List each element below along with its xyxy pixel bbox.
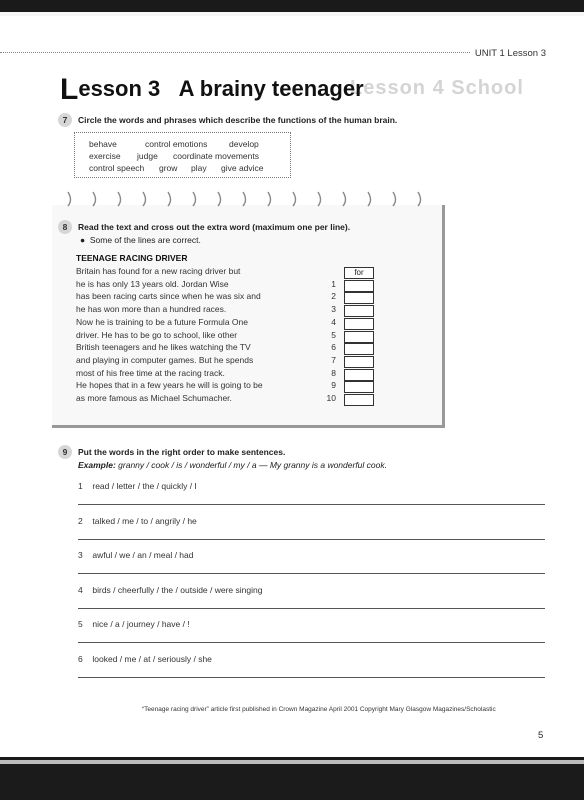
bottom-scan-strip xyxy=(0,760,584,764)
answer-box[interactable] xyxy=(344,280,374,292)
bullet-icon: ● xyxy=(80,235,90,245)
story-line: he has won more than a hundred races. xyxy=(76,304,227,315)
exercise-8-instruction: Read the text and cross out the extra word (maximum one per line). xyxy=(78,222,351,232)
word-option[interactable]: behave xyxy=(89,139,117,149)
exercise-8-note xyxy=(80,235,201,245)
answer-box[interactable] xyxy=(344,343,374,355)
word-option[interactable]: develop xyxy=(229,139,259,149)
line-number: 9 xyxy=(331,380,336,391)
word-option[interactable]: control emotions xyxy=(145,139,208,149)
line-number: 4 xyxy=(331,316,336,327)
sentence-item xyxy=(78,585,262,595)
word-option[interactable]: coordinate movements xyxy=(173,151,259,161)
answer-box[interactable]: for xyxy=(344,267,374,279)
exercise-8-note-text: Some of the lines are correct. xyxy=(89,235,201,245)
sentence-words: awful / we / an / meal / had xyxy=(92,550,194,560)
sentence-item xyxy=(78,654,212,664)
answer-write-line[interactable] xyxy=(78,642,545,643)
sentence-words: looked / me / at / seriously / she xyxy=(92,653,212,664)
story-line: as more famous as Michael Schumacher. xyxy=(76,393,232,403)
word-option[interactable]: give advice xyxy=(221,163,264,173)
answer-box[interactable] xyxy=(344,331,374,343)
lesson-title xyxy=(60,73,364,107)
word-option[interactable]: grow xyxy=(159,163,178,173)
sentence-item xyxy=(78,619,190,629)
sentence-number: 5 xyxy=(78,619,83,629)
word-row-1 xyxy=(89,139,259,149)
sentence-number: 4 xyxy=(78,584,83,595)
sentence-item xyxy=(78,481,197,491)
answer-write-line[interactable] xyxy=(78,608,545,609)
exercise-9-instruction: Put the words in the right order to make sentences. xyxy=(78,447,286,457)
answer-box[interactable] xyxy=(344,305,374,317)
story-line: He hopes that in a few years he will is going to be xyxy=(76,380,263,391)
line-number: 7 xyxy=(331,354,336,365)
spiral-binding-icon xyxy=(60,188,440,208)
sentence-words: read / letter / the / quickly / I xyxy=(92,481,197,491)
answer-box[interactable] xyxy=(344,369,374,381)
answer-box[interactable] xyxy=(344,394,374,406)
lesson-title-initial: L xyxy=(60,73,79,106)
word-option[interactable]: control speech xyxy=(89,163,145,173)
sentence-item xyxy=(78,516,197,526)
word-row-3 xyxy=(89,163,264,173)
example-prompt: granny / cook / is / wonderful / my / a — xyxy=(115,460,270,470)
lesson-title-number: esson 3 xyxy=(78,76,161,101)
word-option[interactable]: exercise xyxy=(89,151,121,161)
sentence-number: 3 xyxy=(78,550,83,560)
story-line: driver. He has to be go to school, like other xyxy=(76,329,238,340)
unit-label: UNIT 1 Lesson 3 xyxy=(474,48,546,59)
story-line: Britain has found for a new racing driver but xyxy=(76,266,241,276)
story-line: has been racing carts since when he was six and xyxy=(76,291,261,302)
exercise-7-number-badge: 7 xyxy=(58,113,72,127)
lesson-subtitle: A brainy teenager xyxy=(178,76,364,101)
copyright-credit: “Teenage racing driver” article first published in Crown Magazine April 2001 Copyright Mary Glasgow Magazines/Scholastic xyxy=(142,706,496,713)
story-line: British teenagers and he likes watching the TV xyxy=(76,342,251,353)
answer-write-line[interactable] xyxy=(78,573,545,574)
exercise-7-instruction: Circle the words and phrases which describe the functions of the human brain. xyxy=(78,115,398,125)
word-option[interactable]: judge xyxy=(137,151,158,161)
header-dotted-rule xyxy=(0,52,470,53)
sentence-number: 1 xyxy=(78,481,83,491)
story-line: Now he is training to be a future Formula One xyxy=(76,316,248,327)
sentence-words: talked / me / to / angrily / he xyxy=(92,515,197,526)
page-number: 5 xyxy=(538,730,544,741)
sentence-words: birds / cheerfully / the / outside / were singing xyxy=(92,584,263,595)
answer-box[interactable] xyxy=(344,381,374,393)
exercise-9-example xyxy=(78,460,387,470)
sentence-words: nice / a / journey / have / ! xyxy=(92,619,190,629)
sentence-item xyxy=(78,550,193,560)
line-number: 1 xyxy=(331,278,336,289)
exercise-9-number-badge: 9 xyxy=(58,445,72,459)
line-number: 10 xyxy=(326,393,336,403)
word-option[interactable]: play xyxy=(191,163,207,173)
exercise-7-word-box xyxy=(74,132,291,178)
exercise-8-number-badge: 8 xyxy=(58,220,72,234)
line-number: 8 xyxy=(331,367,336,378)
line-number: 6 xyxy=(331,342,336,353)
bleed-through-ghost-title: Lesson 4 School xyxy=(350,77,524,99)
line-number: 3 xyxy=(331,304,336,315)
word-row-2 xyxy=(89,151,259,161)
example-label: Example: xyxy=(78,460,116,470)
story-line: he is has only 13 years old. Jordan Wise xyxy=(76,278,229,289)
sentence-number: 2 xyxy=(78,515,83,526)
sentence-number: 6 xyxy=(78,653,83,664)
example-answer: My granny is a wonderful cook. xyxy=(269,460,387,470)
story-line: and playing in computer games. But he spends xyxy=(76,354,254,365)
answer-box[interactable] xyxy=(344,292,374,304)
answer-write-line[interactable] xyxy=(78,539,545,540)
line-number: 2 xyxy=(331,291,336,302)
answer-box[interactable] xyxy=(344,356,374,368)
answer-box[interactable] xyxy=(344,318,374,330)
story-title: TEENAGE RACING DRIVER xyxy=(76,253,188,263)
top-scan-border xyxy=(0,0,584,12)
answer-write-line[interactable] xyxy=(78,504,545,505)
story-line: most of his free time at the racing track. xyxy=(76,367,225,378)
answer-write-line[interactable] xyxy=(78,677,545,678)
line-number: 5 xyxy=(331,329,336,340)
top-scan-gap xyxy=(0,12,584,16)
